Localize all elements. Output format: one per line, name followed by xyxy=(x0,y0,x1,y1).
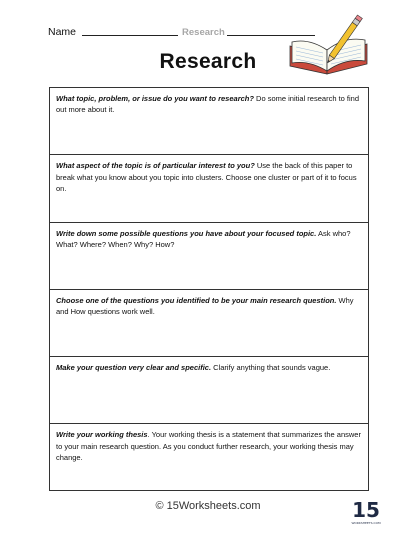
worksheets-logo-icon xyxy=(351,496,381,526)
question-section[interactable] xyxy=(50,223,368,290)
logo-caption: WORKSHEETS.COM xyxy=(351,521,381,525)
question-prompt: What aspect of the topic is of particular interest to you? xyxy=(56,161,255,171)
footer-copyright: © 15Worksheets.com xyxy=(155,500,261,512)
page-title: Research xyxy=(159,50,257,73)
logo-number: 15 xyxy=(352,498,380,522)
question-section[interactable] xyxy=(50,155,368,222)
question-instruction: . Your working thesis is a statement that summarizes the answer to your main research question. As you conduct further research, your working thesis may change. xyxy=(56,430,361,462)
question-section[interactable] xyxy=(50,357,368,424)
name-blank-line[interactable] xyxy=(82,35,178,36)
subject-label: Research xyxy=(182,27,225,38)
question-prompt: Write your working thesis xyxy=(56,430,148,440)
questions-box xyxy=(49,87,369,491)
question-prompt: Write down some possible questions you have about your focused topic. xyxy=(56,228,317,238)
question-prompt: Choose one of the questions you identified to be your main research question. xyxy=(56,295,337,305)
question-instruction: Use the back of this paper to break what you know about you topic into clusters. Choose one cluster or part of it to focus on. xyxy=(56,161,357,193)
question-instruction: Why and How questions work well. xyxy=(56,295,354,317)
question-prompt: Make your question very clear and specific. xyxy=(56,363,212,373)
question-section[interactable] xyxy=(50,424,368,491)
question-instruction: Do some initial research to find out more about it. xyxy=(56,94,360,115)
name-label: Name xyxy=(48,26,77,38)
question-instruction: Ask who? What? Where? When? Why? How? xyxy=(56,228,351,249)
book-pencil-icon xyxy=(287,16,372,78)
question-section[interactable] xyxy=(50,290,368,357)
question-section[interactable] xyxy=(50,88,368,155)
name-row xyxy=(48,24,315,38)
question-prompt: What topic, problem, or issue do you want to research? xyxy=(56,94,254,103)
question-instruction: Clarify anything that sounds vague. xyxy=(211,363,331,373)
